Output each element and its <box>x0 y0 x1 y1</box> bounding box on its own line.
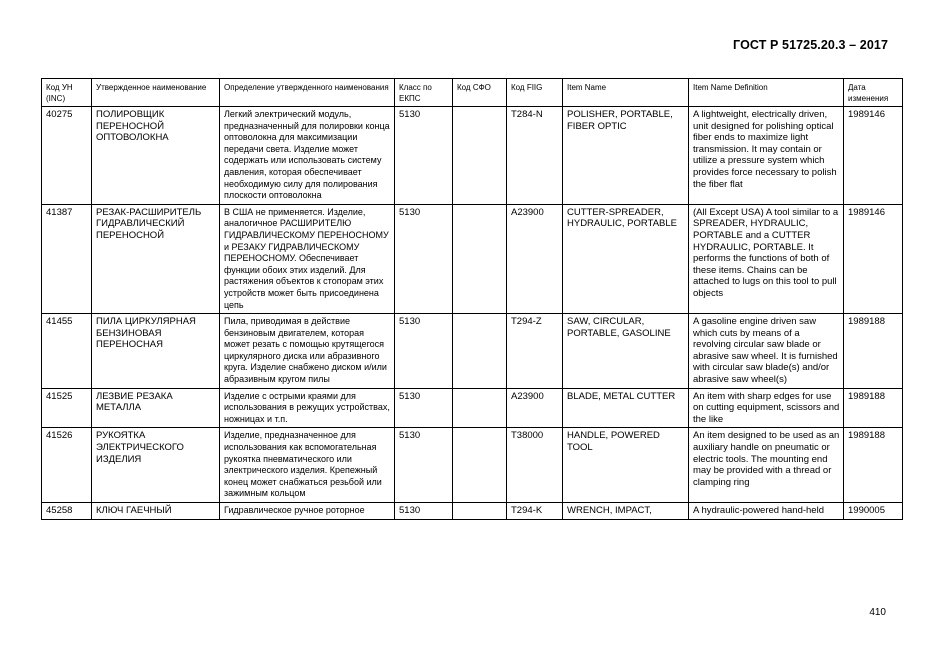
column-header-class: Класс по ЕКПС <box>395 79 453 107</box>
column-header-name: Утвержденное наименование <box>92 79 220 107</box>
table-row <box>42 388 903 428</box>
page-number: 410 <box>869 607 886 618</box>
cell-date: 1989188 <box>844 388 903 428</box>
table-row <box>42 428 903 503</box>
cell-inc: 41387 <box>42 204 92 313</box>
cell-definition: Легкий электрический модуль, предназначенный для полировки конца оптоволокна для максимизации передачи света. Изделие может содержать или использовать систему давления, которая обеспечивает необходимую силу для полирования плоскости оптоволокна <box>220 107 395 205</box>
cell-sfo <box>453 503 507 520</box>
cell-definition: В США не применяется. Изделие, аналогичное РАСШИРИТЕЛЮ ГИДРАВЛИЧЕСКОМУ ПЕРЕНОСНОМУ и РЕЗАКУ ГИДРАВЛИЧЕСКОМУ ПЕРЕНОСНОМУ. Обеспечивает функции обоих этих изделий. Для растяжения объектов к стопорам этих устройств может быть присоединена цепь <box>220 204 395 313</box>
cell-item-name: BLADE, METAL CUTTER <box>563 388 689 428</box>
table-row <box>42 314 903 389</box>
column-header-definition: Определение утвержденного наименования <box>220 79 395 107</box>
cell-sfo <box>453 428 507 503</box>
cell-date: 1990005 <box>844 503 903 520</box>
cell-definition: Пила, приводимая в действие бензиновым двигателем, которая может резать с помощью крутящегося циркулярного диска или абразивного круга. Изделие снабжено диском и/или абразивным кругом пилы <box>220 314 395 389</box>
cell-fiig: T294-Z <box>507 314 563 389</box>
cell-item-definition: An item with sharp edges for use on cutting equipment, scissors and the like <box>689 388 844 428</box>
cell-name: ПОЛИРОВЩИК ПЕРЕНОСНОЙ ОПТОВОЛОКНА <box>92 107 220 205</box>
cell-definition: Гидравлическое ручное роторное <box>220 503 395 520</box>
cell-class: 5130 <box>395 503 453 520</box>
cell-item-name: CUTTER-SPREADER, HYDRAULIC, PORTABLE <box>563 204 689 313</box>
document-standard-header: ГОСТ Р 51725.20.3 – 2017 <box>733 38 888 52</box>
cell-name: ПИЛА ЦИРКУЛЯРНАЯ БЕНЗИНОВАЯ ПЕРЕНОСНАЯ <box>92 314 220 389</box>
cell-date: 1989188 <box>844 314 903 389</box>
cell-item-name: HANDLE, POWERED TOOL <box>563 428 689 503</box>
cell-inc: 40275 <box>42 107 92 205</box>
cell-item-name: WRENCH, IMPACT, <box>563 503 689 520</box>
cell-item-definition: A hydraulic-powered hand-held <box>689 503 844 520</box>
table-row <box>42 503 903 520</box>
cell-item-definition: An item designed to be used as an auxiliary handle on pneumatic or electric tools. The mounting end may be provided with a thread or clamping ring <box>689 428 844 503</box>
cell-name: КЛЮЧ ГАЕЧНЫЙ <box>92 503 220 520</box>
cell-item-definition: A gasoline engine driven saw which cuts by means of a revolving circular saw blade or abrasive saw wheel. It is furnished with circular saw blade(s) and/or abrasive saw wheel(s) <box>689 314 844 389</box>
cell-inc: 41455 <box>42 314 92 389</box>
column-header-item-name: Item Name <box>563 79 689 107</box>
cell-item-name: SAW, CIRCULAR, PORTABLE, GASOLINE <box>563 314 689 389</box>
cell-class: 5130 <box>395 428 453 503</box>
cell-item-definition: A lightweight, electrically driven, unit designed for polishing optical fiber ends to maximize light transmission. It may contain or utilize a pressure system which provides force necessary to polish the fiber flat <box>689 107 844 205</box>
cell-class: 5130 <box>395 204 453 313</box>
cell-class: 5130 <box>395 388 453 428</box>
cell-date: 1989146 <box>844 107 903 205</box>
cell-sfo <box>453 314 507 389</box>
items-table <box>41 78 903 520</box>
cell-fiig: A23900 <box>507 204 563 313</box>
cell-definition: Изделие, предназначенное для использования как вспомогательная рукоятка пневматического или электрического изделия. Крепежный конец может снабжаться резьбой или зажимным кольцом <box>220 428 395 503</box>
column-header-inc: Код УН (INC) <box>42 79 92 107</box>
cell-date: 1989146 <box>844 204 903 313</box>
column-header-item-definition: Item Name Definition <box>689 79 844 107</box>
cell-class: 5130 <box>395 107 453 205</box>
cell-fiig: A23900 <box>507 388 563 428</box>
cell-fiig: T38000 <box>507 428 563 503</box>
cell-inc: 45258 <box>42 503 92 520</box>
cell-name: РУКОЯТКА ЭЛЕКТРИЧЕСКОГО ИЗДЕЛИЯ <box>92 428 220 503</box>
cell-sfo <box>453 204 507 313</box>
cell-fiig: T294-K <box>507 503 563 520</box>
cell-definition: Изделие с острыми краями для использования в режущих устройствах, ножницах и т.п. <box>220 388 395 428</box>
cell-name: ЛЕЗВИЕ РЕЗАКА МЕТАЛЛА <box>92 388 220 428</box>
column-header-date: Дата изменения <box>844 79 903 107</box>
cell-name: РЕЗАК-РАСШИРИТЕЛЬ ГИДРАВЛИЧЕСКИЙ ПЕРЕНОСНОЙ <box>92 204 220 313</box>
table-row <box>42 107 903 205</box>
cell-date: 1989188 <box>844 428 903 503</box>
column-header-fiig: Код FIIG <box>507 79 563 107</box>
cell-inc: 41526 <box>42 428 92 503</box>
table-header-row <box>42 79 903 107</box>
cell-sfo <box>453 388 507 428</box>
table-row <box>42 204 903 313</box>
column-header-sfo: Код СФО <box>453 79 507 107</box>
cell-item-name: POLISHER, PORTABLE, FIBER OPTIC <box>563 107 689 205</box>
cell-inc: 41525 <box>42 388 92 428</box>
cell-fiig: T284-N <box>507 107 563 205</box>
cell-sfo <box>453 107 507 205</box>
cell-class: 5130 <box>395 314 453 389</box>
cell-item-definition: (All Except USA) A tool similar to a SPREADER, HYDRAULIC, PORTABLE and a CUTTER HYDRAULIC, PORTABLE. It performs the functions of both of these items. Chains can be attached to lugs on this tool to pull objects <box>689 204 844 313</box>
